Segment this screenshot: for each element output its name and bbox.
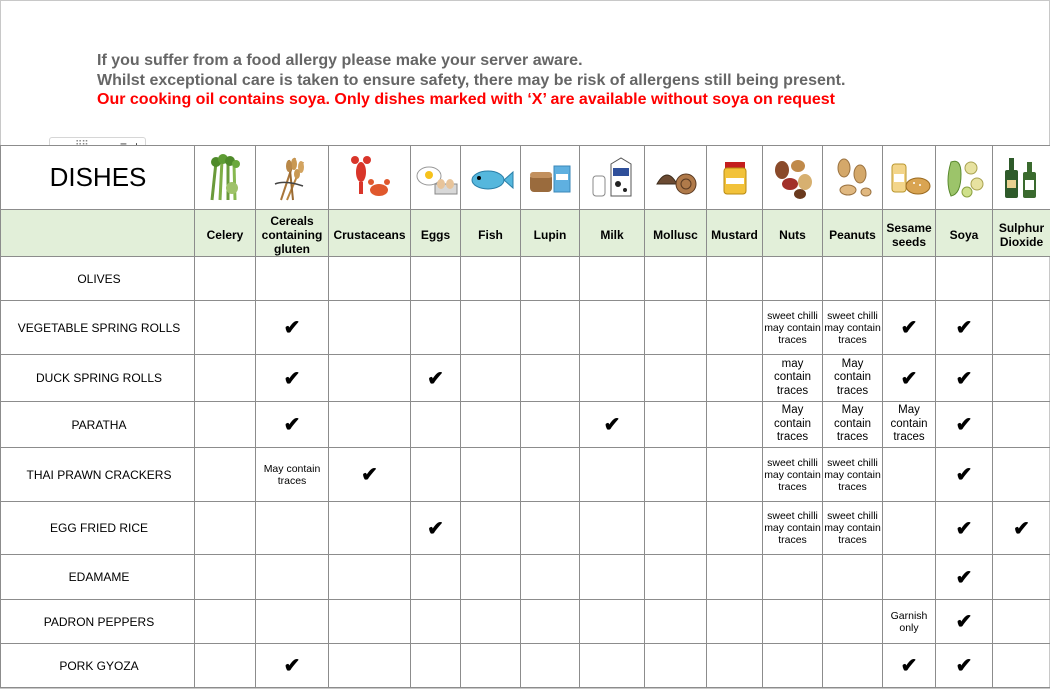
table-row [1,402,1050,448]
empty-cell [707,257,763,301]
allergen-header-crustaceans: Crustaceans [329,210,411,257]
bottles-icon-cell [993,146,1050,210]
empty-cell [195,301,256,355]
empty-cell [521,448,580,502]
empty-cell [823,600,883,644]
check-mark-icon: ✔ [256,644,329,688]
allergen-header-sulphur-dioxide: Sulphur Dioxide [993,210,1050,257]
allergen-table [0,145,1050,688]
empty-cell [256,555,329,600]
allergen-note: Garnish only [883,600,936,644]
check-mark-icon: ✔ [936,502,993,555]
empty-cell [763,600,823,644]
empty-cell [883,502,936,555]
allergen-note: May contain traces [763,402,823,448]
dish-name: THAI PRAWN CRACKERS [1,448,195,502]
lobster-crab-icon [347,154,393,202]
wheat-icon-cell [256,146,329,210]
allergy-notice [97,51,845,110]
empty-cell [645,355,707,402]
table-row [1,257,1050,301]
check-mark-icon: ✔ [411,355,461,402]
lupin-flour-icon [527,154,573,202]
table-row [1,502,1050,555]
notice-line-2: Whilst exceptional care is taken to ensure safety, there may be risk of allergens still being present. [97,71,846,89]
empty-cell [256,502,329,555]
empty-cell [411,644,461,688]
empty-cell [993,644,1050,688]
empty-cell [993,301,1050,355]
empty-cell [645,301,707,355]
mustard-jar-icon [712,154,758,202]
check-mark-icon: ✔ [883,644,936,688]
empty-cell [521,600,580,644]
allergen-header-celery: Celery [195,210,256,257]
empty-cell [411,448,461,502]
bottles-icon [999,154,1045,202]
empty-cell [411,257,461,301]
empty-cell [763,555,823,600]
empty-cell [461,600,521,644]
lobster-crab-icon-cell [329,146,411,210]
empty-cell [763,257,823,301]
empty-cell [195,555,256,600]
wheat-icon [269,154,315,202]
empty-cell [763,644,823,688]
allergen-header-mollusc: Mollusc [645,210,707,257]
check-mark-icon: ✔ [936,555,993,600]
empty-cell [521,402,580,448]
allergen-header-milk: Milk [580,210,645,257]
empty-cell [329,257,411,301]
allergen-note: sweet chilli may contain traces [763,448,823,502]
header-blank-cell [1,210,195,257]
empty-cell [883,555,936,600]
allergen-note: sweet chilli may contain traces [823,502,883,555]
allergen-header-row [1,210,1050,257]
shell-icon [653,154,699,202]
empty-cell [521,644,580,688]
check-mark-icon: ✔ [936,301,993,355]
check-mark-icon: ✔ [883,355,936,402]
lupin-flour-icon-cell [521,146,580,210]
empty-cell [580,600,645,644]
empty-cell [195,644,256,688]
empty-cell [411,301,461,355]
empty-cell [411,402,461,448]
empty-cell [195,600,256,644]
notice-line-3: Our cooking oil contains soya. Only dishes marked with ‘X’ are available without soya on request [97,91,835,108]
table-row [1,644,1050,688]
empty-cell [329,555,411,600]
check-mark-icon: ✔ [411,502,461,555]
empty-cell [707,402,763,448]
empty-cell [645,555,707,600]
empty-cell [329,502,411,555]
empty-cell [707,600,763,644]
allergen-note: May contain traces [256,448,329,502]
icon-row [1,146,1050,210]
empty-cell [993,355,1050,402]
empty-cell [936,257,993,301]
check-mark-icon: ✔ [256,355,329,402]
allergen-header-nuts: Nuts [763,210,823,257]
empty-cell [580,301,645,355]
sesame-icon [886,154,932,202]
empty-cell [707,555,763,600]
empty-cell [645,448,707,502]
empty-cell [993,600,1050,644]
empty-cell [329,644,411,688]
empty-cell [580,448,645,502]
empty-cell [645,644,707,688]
empty-cell [256,600,329,644]
empty-cell [411,600,461,644]
allergen-note: sweet chilli may contain traces [823,448,883,502]
empty-cell [645,502,707,555]
empty-cell [461,402,521,448]
eggs-icon [413,154,459,202]
check-mark-icon: ✔ [256,301,329,355]
table-row [1,555,1050,600]
check-mark-icon: ✔ [936,644,993,688]
empty-cell [580,355,645,402]
empty-cell [580,502,645,555]
empty-cell [993,402,1050,448]
allergen-note: may contain traces [763,355,823,402]
empty-cell [580,555,645,600]
dish-name: EDAMAME [1,555,195,600]
empty-cell [707,502,763,555]
allergen-header-eggs: Eggs [411,210,461,257]
allergen-note: May contain traces [823,402,883,448]
table-row [1,355,1050,402]
table-row [1,600,1050,644]
nuts-icon [770,154,816,202]
allergen-note: May contain traces [823,355,883,402]
empty-cell [823,644,883,688]
empty-cell [883,257,936,301]
empty-cell [461,555,521,600]
dish-name: VEGETABLE SPRING ROLLS [1,301,195,355]
empty-cell [256,257,329,301]
empty-cell [707,355,763,402]
empty-cell [823,257,883,301]
peanuts-icon-cell [823,146,883,210]
empty-cell [645,600,707,644]
allergen-note: sweet chilli may contain traces [763,502,823,555]
empty-cell [461,301,521,355]
eggs-icon-cell [411,146,461,210]
empty-cell [461,257,521,301]
empty-cell [521,502,580,555]
empty-cell [707,301,763,355]
dish-name: PARATHA [1,402,195,448]
empty-cell [521,555,580,600]
empty-cell [195,355,256,402]
empty-cell [329,600,411,644]
empty-cell [993,257,1050,301]
fish-icon-cell [461,146,521,210]
dish-name: PORK GYOZA [1,644,195,688]
allergen-note: sweet chilli may contain traces [823,301,883,355]
empty-cell [993,448,1050,502]
empty-cell [521,301,580,355]
dish-name: OLIVES [1,257,195,301]
empty-cell [461,448,521,502]
empty-cell [329,355,411,402]
allergen-header-fish: Fish [461,210,521,257]
allergen-header-peanuts: Peanuts [823,210,883,257]
empty-cell [461,502,521,555]
empty-cell [707,448,763,502]
notice-line-1: If you suffer from a food allergy please make your server aware. [97,52,583,69]
empty-cell [195,402,256,448]
celery-icon-cell [195,146,256,210]
empty-cell [823,555,883,600]
empty-cell [580,644,645,688]
allergen-note: May contain traces [883,402,936,448]
check-mark-icon: ✔ [329,448,411,502]
milk-icon [589,154,635,202]
soya-icon-cell [936,146,993,210]
empty-cell [195,502,256,555]
check-mark-icon: ✔ [256,402,329,448]
empty-cell [329,301,411,355]
empty-cell [195,257,256,301]
check-mark-icon: ✔ [936,355,993,402]
dish-name: EGG FRIED RICE [1,502,195,555]
empty-cell [645,257,707,301]
allergen-note: sweet chilli may contain traces [763,301,823,355]
mustard-jar-icon-cell [707,146,763,210]
fish-icon [468,154,514,202]
dishes-title: DISHES [1,146,195,210]
empty-cell [329,402,411,448]
allergen-header-mustard: Mustard [707,210,763,257]
sesame-icon-cell [883,146,936,210]
celery-icon [202,154,248,202]
soya-icon [941,154,987,202]
check-mark-icon: ✔ [936,448,993,502]
allergen-header-soya: Soya [936,210,993,257]
dish-name: PADRON PEPPERS [1,600,195,644]
shell-icon-cell [645,146,707,210]
check-mark-icon: ✔ [936,600,993,644]
peanuts-icon [830,154,876,202]
dish-name: DUCK SPRING ROLLS [1,355,195,402]
empty-cell [645,402,707,448]
allergen-header-cereals-containing-gluten: Cereals containing gluten [256,210,329,257]
nuts-icon-cell [763,146,823,210]
table-row [1,448,1050,502]
allergen-header-lupin: Lupin [521,210,580,257]
empty-cell [461,644,521,688]
check-mark-icon: ✔ [883,301,936,355]
empty-cell [993,555,1050,600]
milk-icon-cell [580,146,645,210]
empty-cell [461,355,521,402]
empty-cell [521,257,580,301]
empty-cell [521,355,580,402]
empty-cell [883,448,936,502]
allergen-header-sesame-seeds: Sesame seeds [883,210,936,257]
check-mark-icon: ✔ [580,402,645,448]
empty-cell [580,257,645,301]
table-row [1,301,1050,355]
empty-cell [195,448,256,502]
check-mark-icon: ✔ [993,502,1050,555]
empty-cell [707,644,763,688]
empty-cell [411,555,461,600]
check-mark-icon: ✔ [936,402,993,448]
